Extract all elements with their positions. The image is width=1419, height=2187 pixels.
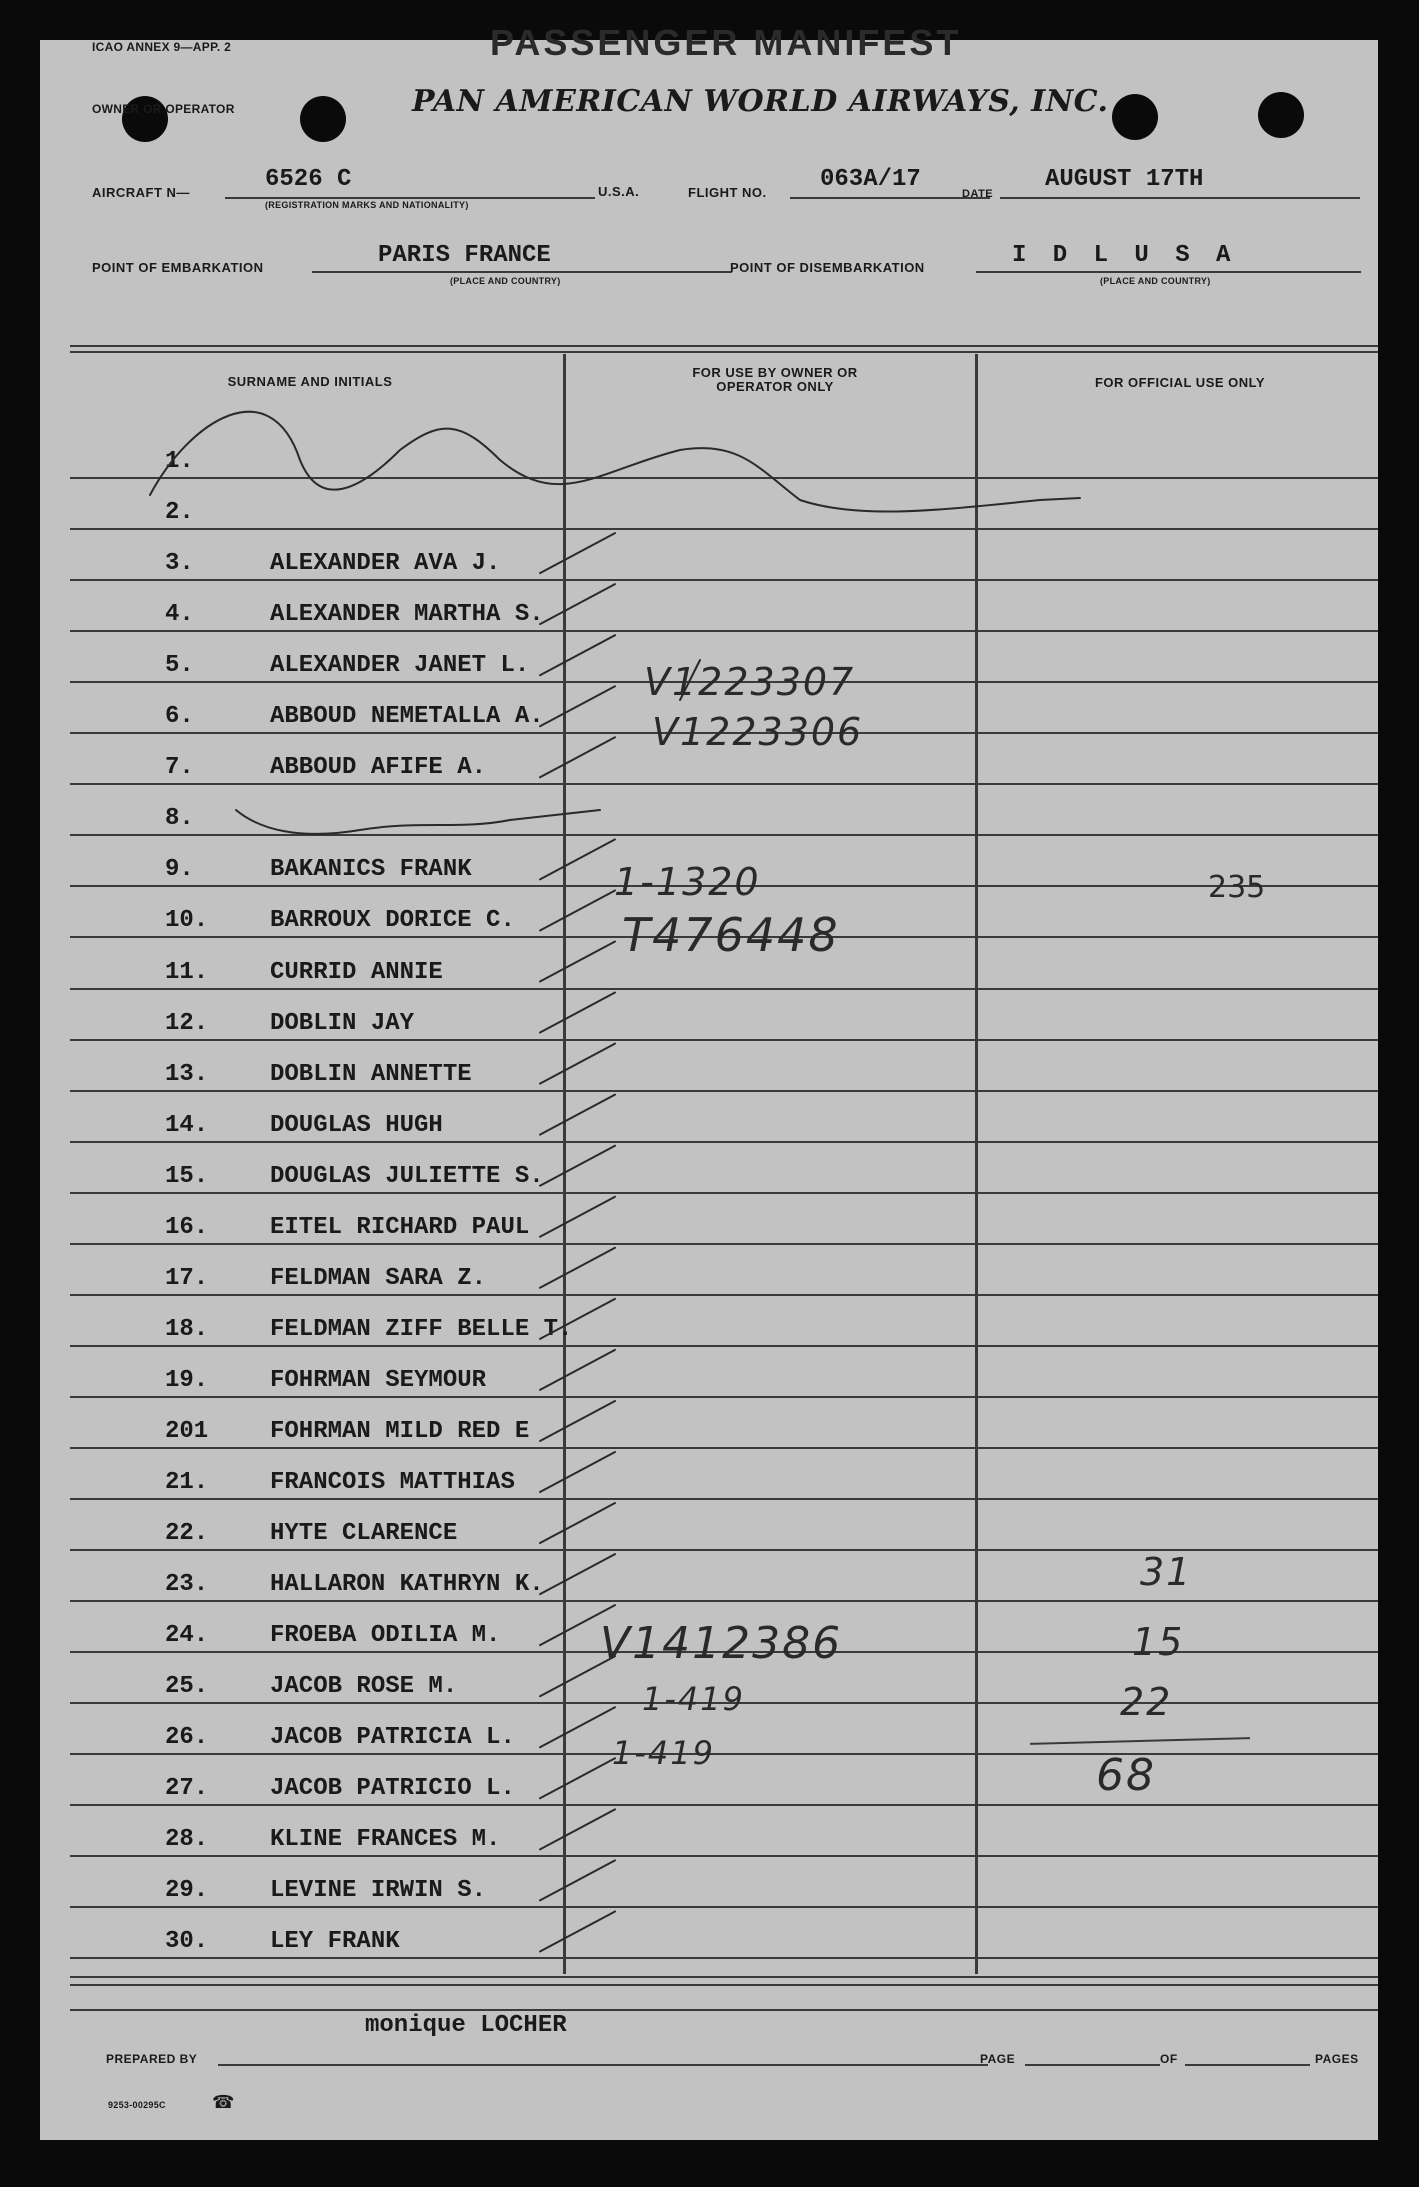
- form-number: 9253-00295C: [108, 2100, 166, 2110]
- passenger-name: BAKANICS FRANK: [270, 856, 472, 884]
- pen-stroke: [540, 1758, 615, 1798]
- pen-stroke: [540, 1248, 615, 1288]
- pen-stroke: [150, 412, 1080, 512]
- pen-stroke: [540, 1299, 615, 1339]
- handwritten-ticket: V1412386: [600, 1618, 843, 1669]
- pen-stroke: [540, 1605, 615, 1645]
- column-header-surname: SURNAME AND INITIALS: [227, 374, 393, 389]
- row-number: 25.: [165, 1673, 209, 1701]
- pen-stroke: [540, 635, 615, 675]
- pen-stroke: [540, 942, 615, 982]
- row-number: 7.: [165, 754, 194, 782]
- telephone-icon: ☎: [212, 2092, 235, 2112]
- passenger-name: BARROUX DORICE C.: [270, 907, 515, 935]
- pen-stroke: [540, 993, 615, 1033]
- handwritten-tally: 22: [1120, 1680, 1173, 1724]
- passenger-name: KLINE FRANCES M.: [270, 1826, 501, 1854]
- passenger-name: FRANCOIS MATTHIAS: [270, 1469, 515, 1496]
- pen-stroke: [540, 1860, 615, 1900]
- disembarkation-value: I D L U S A: [1012, 242, 1237, 269]
- pen-stroke: [540, 890, 615, 930]
- handwritten-ticket: 1-419: [642, 1680, 745, 1718]
- passenger-name: HYTE CLARENCE: [270, 1520, 458, 1548]
- handwritten-tally: 15: [1132, 1620, 1185, 1664]
- page-label: PAGE: [980, 2052, 1016, 2066]
- row-number: 3.: [165, 550, 194, 578]
- passenger-name: DOUGLAS JULIETTE S.: [270, 1162, 544, 1190]
- form-id: ICAO ANNEX 9—APP. 2: [92, 40, 232, 54]
- row-number: 27.: [165, 1775, 209, 1803]
- row-number: 28.: [165, 1826, 209, 1854]
- row-number: 23.: [165, 1571, 209, 1599]
- row-number: 29.: [165, 1877, 209, 1905]
- passenger-name: ALEXANDER AVA J.: [270, 550, 501, 578]
- row-number: 24.: [165, 1622, 209, 1650]
- row-number: 15.: [165, 1162, 209, 1190]
- pen-stroke: [540, 686, 615, 726]
- row-number: 11.: [165, 958, 209, 986]
- handwritten-official-number: 235: [1208, 870, 1266, 905]
- pen-stroke: [540, 584, 615, 624]
- passenger-name: ABBOUD NEMETALLA A.: [270, 703, 544, 731]
- row-number: 1.: [165, 448, 194, 475]
- pen-stroke: [540, 1809, 615, 1849]
- passenger-name: FOHRMAN SEYMOUR: [270, 1366, 487, 1394]
- passenger-name: DOBLIN ANNETTE: [270, 1060, 472, 1088]
- airline-name: PAN AMERICAN WORLD AIRWAYS, INC.: [412, 84, 1109, 119]
- pen-stroke: [236, 810, 600, 834]
- pen-stroke: [540, 1350, 615, 1390]
- row-number: 5.: [165, 652, 194, 680]
- passenger-name: FROEBA ODILIA M.: [270, 1622, 501, 1650]
- pen-stroke: [540, 1146, 615, 1186]
- date-label-text: DATE: [962, 188, 994, 200]
- owner-label: OWNER OR OPERATOR: [92, 102, 235, 116]
- pen-stroke: [540, 1707, 615, 1747]
- pen-stroke: [540, 1197, 615, 1237]
- pen-stroke: [540, 1044, 615, 1084]
- handwritten-ticket: T476448: [622, 908, 840, 962]
- row-number: 2.: [165, 499, 194, 527]
- flight-number: 063A/17: [820, 166, 921, 193]
- manifest-title: PASSENGER MANIFEST: [490, 22, 962, 63]
- aircraft-number: 6526 C: [265, 166, 352, 193]
- passenger-name: DOBLIN JAY: [270, 1009, 415, 1037]
- prepared-by-label: PREPARED BY: [106, 2052, 198, 2066]
- disembarkation-label: POINT OF DISEMBARKATION: [730, 260, 925, 275]
- passenger-name: JACOB PATRICIO L.: [270, 1775, 515, 1803]
- row-number: 30.: [165, 1928, 209, 1956]
- prepared-by-line: [218, 2064, 988, 2066]
- passenger-name: ABBOUD AFIFE A.: [270, 754, 487, 782]
- passenger-name: ALEXANDER JANET L.: [270, 652, 530, 680]
- passenger-name: FELDMAN SARA Z.: [270, 1264, 487, 1292]
- row-number: 4.: [165, 601, 194, 629]
- row-number: 19.: [165, 1366, 209, 1394]
- pen-stroke: [540, 533, 615, 573]
- passenger-name: DOUGLAS HUGH: [270, 1111, 443, 1139]
- row-number: 21.: [165, 1469, 209, 1496]
- date-value: AUGUST 17TH: [1045, 166, 1204, 193]
- disembarkation-sublabel: (PLACE AND COUNTRY): [1100, 276, 1211, 286]
- handwritten-tally-total: 68: [1096, 1750, 1156, 1801]
- handwritten-ticket: V1223306: [652, 710, 864, 754]
- row-number: 26.: [165, 1724, 209, 1752]
- passenger-name: CURRID ANNIE: [270, 958, 443, 986]
- of-label: OF: [1160, 2052, 1178, 2066]
- passenger-name: FELDMAN ZIFF BELLE T.: [270, 1315, 573, 1343]
- pages-label: PAGES: [1315, 2052, 1359, 2066]
- row-number: 12.: [165, 1009, 209, 1037]
- column-header-owner-use: FOR USE BY OWNER OR OPERATOR ONLY: [692, 365, 858, 394]
- pen-stroke: [540, 1554, 615, 1594]
- row-number: 14.: [165, 1111, 209, 1139]
- pen-stroke: [540, 1095, 615, 1135]
- passenger-name: HALLARON KATHRYN K.: [270, 1571, 544, 1599]
- pen-stroke: [540, 737, 615, 777]
- passenger-name: FOHRMAN MILD RED E: [270, 1417, 530, 1445]
- pen-stroke: [540, 1656, 615, 1696]
- page-line: [1025, 2064, 1160, 2066]
- row-number: 10.: [165, 907, 209, 935]
- handwritten-ticket: 1-1320: [614, 860, 761, 904]
- preparer-name: monique LOCHER: [365, 2012, 567, 2039]
- passenger-name: LEVINE IRWIN S.: [270, 1877, 487, 1905]
- row-number: 18.: [165, 1315, 209, 1343]
- aircraft-label: AIRCRAFT N—: [92, 185, 190, 200]
- passenger-name: LEY FRANK: [270, 1928, 400, 1956]
- column-header-official-use: FOR OFFICIAL USE ONLY: [1094, 375, 1266, 390]
- row-number: 13.: [165, 1060, 209, 1088]
- pen-stroke: [680, 660, 700, 700]
- passenger-name: EITEL RICHARD PAUL: [270, 1213, 530, 1241]
- handwritten-ticket: 1-419: [612, 1734, 715, 1772]
- manifest-sheet: [40, 22, 1378, 2140]
- embarkation-label: POINT OF EMBARKATION: [92, 260, 264, 275]
- passenger-name: ALEXANDER MARTHA S.: [270, 601, 544, 629]
- pen-stroke: [540, 1452, 615, 1492]
- row-number: 8.: [165, 805, 194, 833]
- passenger-name: JACOB ROSE M.: [270, 1673, 458, 1701]
- handwritten-ticket: V1223307: [644, 660, 856, 704]
- nationality-label: U.S.A.: [598, 184, 640, 199]
- handwritten-tally: 31: [1140, 1550, 1193, 1594]
- row-number: 22.: [165, 1520, 209, 1548]
- pen-stroke: [540, 1911, 615, 1951]
- flight-label: FLIGHT NO.: [688, 185, 767, 200]
- embarkation-value: PARIS FRANCE: [378, 242, 551, 269]
- row-number: 16.: [165, 1213, 209, 1241]
- pen-stroke: [540, 1503, 615, 1543]
- row-number: 9.: [165, 856, 194, 884]
- aircraft-sublabel: (REGISTRATION MARKS AND NATIONALITY): [265, 200, 469, 210]
- row-number: 201: [165, 1417, 209, 1445]
- passenger-name: JACOB PATRICIA L.: [270, 1724, 515, 1752]
- pen-marks: [40, 40, 1378, 2140]
- pen-stroke: [540, 839, 615, 879]
- row-number: 17.: [165, 1264, 209, 1292]
- of-line: [1185, 2064, 1310, 2066]
- embarkation-sublabel: (PLACE AND COUNTRY): [450, 276, 561, 286]
- pen-stroke: [540, 1401, 615, 1441]
- row-number: 6.: [165, 703, 194, 731]
